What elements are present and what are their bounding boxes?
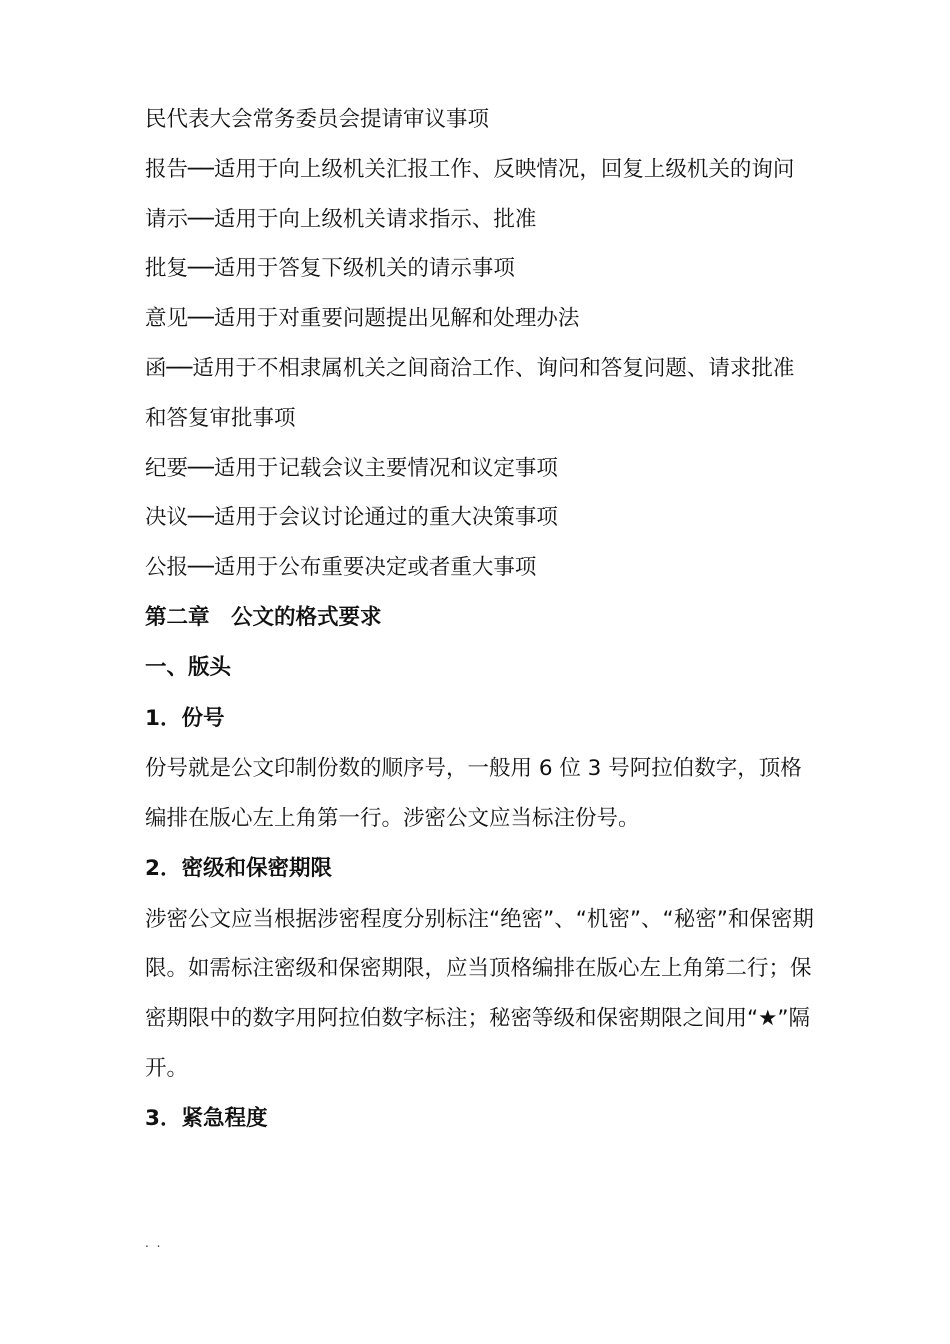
subsection-heading-urgency: 3．紧急程度	[145, 1105, 268, 1131]
paragraph-minutes: 纪要──适用于记载会议主要情况和议定事项	[145, 455, 558, 481]
paragraph-reply: 批复──适用于答复下级机关的请示事项	[145, 256, 515, 282]
subsection-heading-classification: 2．密级和保密期限	[145, 856, 332, 882]
section-heading-header: 一、版头	[145, 655, 232, 681]
paragraph-report: 报告──适用于向上级机关汇报工作、反映情况，回复上级机关的询问	[145, 156, 795, 182]
subsection-heading-copy-number: 1．份号	[145, 705, 225, 731]
document-body	[145, 95, 815, 1144]
footer-mark: . .	[145, 1236, 163, 1250]
paragraph-opinion: 意见──适用于对重要问题提出见解和处理办法	[145, 306, 580, 332]
paragraph-line: 民代表大会常务委员会提请审议事项	[145, 107, 490, 132]
paragraph-request: 请示──适用于向上级机关请求指示、批准	[145, 206, 537, 232]
paragraph-copy-number: 份号就是公文印制份数的顺序号，一般用 6 位 3 号阿拉伯数字，顶格编排在版心左上角第一行。涉密公文应当标注份号。	[145, 756, 802, 832]
paragraph-letter: 函──适用于不相隶属机关之间商洽工作、询问和答复问题、请求批准和答复审批事项	[145, 355, 795, 431]
paragraph-classification: 涉密公文应当根据涉密程度分别标注“绝密”、“机密”、“秘密”和保密期限。如需标注密级和保密期限，应当顶格编排在版心左上角第二行；保密期限中的数字用阿拉伯数字标注；秘密等级和保密期限之间用“★”隔开。	[145, 906, 814, 1081]
chapter-heading: 第二章 公文的格式要求	[145, 604, 382, 630]
paragraph-bulletin: 公报──适用于公布重要决定或者重大事项	[145, 555, 537, 581]
paragraph-resolution: 决议──适用于会议讨论通过的重大决策事项	[145, 505, 558, 531]
